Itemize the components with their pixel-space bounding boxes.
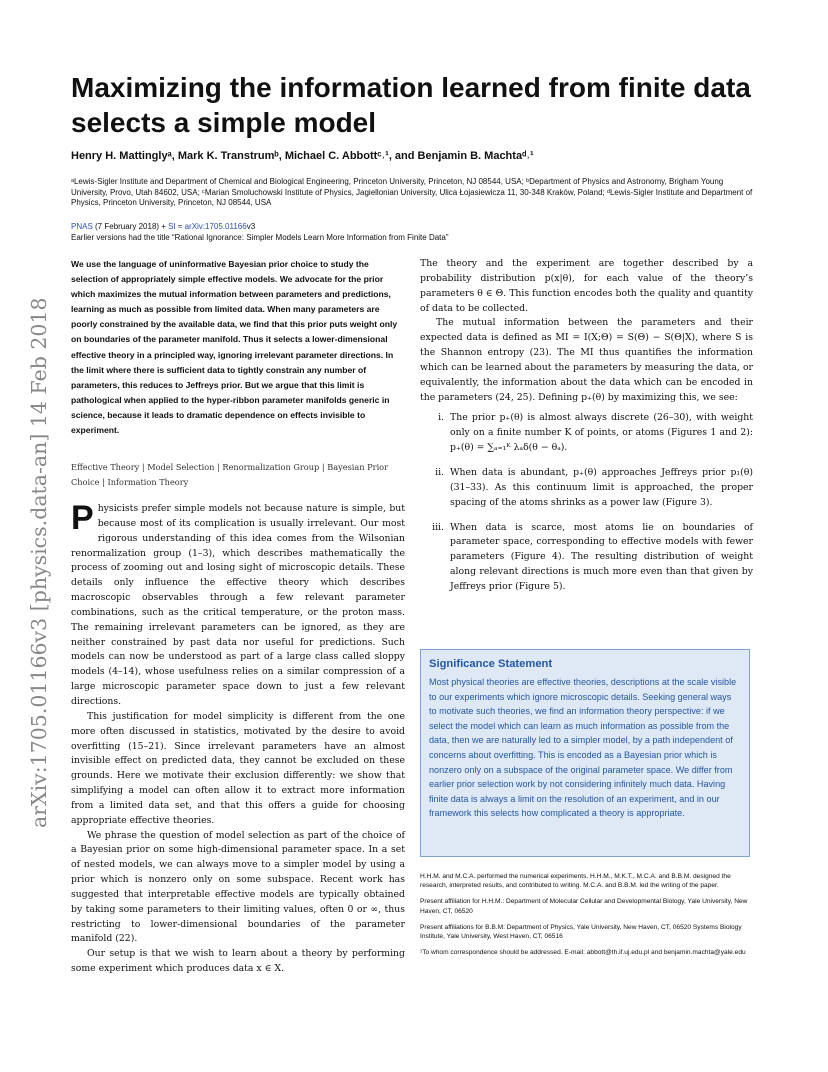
paragraph-justification: This justification for model simplicity is different from the one more often discussed in statistics, motivated by the desire to avoid overfitting (15–21). Since irrelevant parameters have an almost invisible effect on predicted data, they cannot be excluded on these grounds. Here we motivate their exclusion differently: we show that simplifying a model can often allow it to extract more information from a limited data set, and that this offers a guide for choosing appropriate effective theories. [71,710,405,826]
keywords: Effective Theory | Model Selection | Renormalization Group | Bayesian Prior Choice | Information Theory [71,462,389,487]
left-column-body [71,499,405,977]
paragraph-model-selection: We phrase the question of model selection as part of the choice of a Bayesian prior on some high-dimensional parameter space. In a set of nested models, we can always move to a simpler model by using a prior which is nonzero only on some subspace. Recent work has suggested that interpretable effective models are typically obtained by taking some parameters to their limiting values, often 0 or ∞, thus restricting to lower-dimensional boundaries of the parameter manifold (22). [71,829,405,945]
intro-text: hysicists prefer simple models not because nature is simple, but because most of its complication is usually irrelevant. Our most rigorous understanding of this idea comes from the Wilsonian renormalization group (1–3), which describes mathematically the process of zooming out and losing sight of microscopic details. These details only influence the effective theory which describes macroscopic observables through a few relevant parameter combinations, such as the critical temperature, or the proton mass. The remaining irrelevant parameters can be ignored, as they are neither constrained by past data nor useful for predictions. Such models can now be understood as part of a large class called sloppy models (4–14), whose usefulness relies on a similar compression of a large microscopic parameter space down to just a few relevant directions. [71,503,405,707]
list-item [420,521,753,595]
abstract: We use the language of uninformative Bayesian prior choice to study the selection of appropriately simple effective models. We advocate for the prior which maximizes the mutual information between parameters and predictions, learning as much as possible from limited data. When many parameters are poorly constrained by the available data, we find that this prior puts weight only on boundaries of the parameter manifold. Thus it selects a lower-dimensional effective theory in a principled way, ignoring irrelevant parameter directions. In the limit where there is sufficient data to tightly constrain any number of parameters, this reduces to Jeffreys prior. But we argue that this limit is pathological when applied to the hyper-ribbon parameter manifolds generic in science, because it leads to dramatic dependence on effects invisible to experiment. [71,259,398,436]
si-link[interactable]: SI [168,222,176,231]
intro-paragraph [71,499,405,710]
journal-link[interactable]: PNAS [71,222,93,231]
list-item-number: i. [438,412,444,424]
list-item-text: When data is scarce, most atoms lie on boundaries of parameter space, corresponding to effective models with fewer parameters (Figure 4). The resulting distribution of weight along relevant directions is much more even than that given by Jeffreys prior (Figure 5). [450,521,753,592]
correspondence-note: ¹To whom correspondence should be addressed. E-mail: abbott@th.if.uj.edu.pl and benjamin.machta@yale.edu [420,949,746,957]
paragraph-mutual-information: The mutual information between the parameters and their expected data is defined as MI = I(X;Θ) = S(Θ) − S(Θ|X), where S is the Shannon entropy (23). The MI thus quantifies the information which can be learned about the parameters by measuring the data, or equivalently, the information about the data which can be encoded in the parameters (24, 25). Defining p₊(θ) by maximizing this, we see: [420,317,753,403]
list-item [420,466,753,511]
arxiv-sidebar-svg [18,250,54,830]
earlier-title-note: Earlier versions had the title “Rational Ignorance: Simpler Models Learn More Information from Finite Data” [71,233,449,242]
paper-title: Maximizing the information learned from finite data selects a simple model [71,72,751,138]
paragraph-theory-experiment: The theory and the experiment are together described by a probability distribution p(x|θ), for each value of the theory’s parameters θ ∈ Θ. This function encodes both the quality and quantity of data to be collected. [420,258,753,314]
arxiv-sidebar-stamp [18,250,54,830]
footnotes [420,872,755,964]
arxiv-id-text: arXiv:1705.01166v3 [physics.data-an] 14 Feb 2018 [27,297,51,828]
present-affiliation-bbm: Present affiliations for B.B.M: Department of Physics, Yale University, New Haven, CT, 06520 Systems Biology Institute, Yale University, West Haven, CT, 06516 [420,923,742,941]
right-column-body [420,257,753,605]
author-contributions: H.H.M. and M.C.A. performed the numerical experiments. H.H.M., M.K.T., M.C.A. and B.B.M. designed the research, interpreted results, and contributed to writing. M.C.A. and B.B.M. led the writing of the paper. [420,873,731,890]
publication-date: (7 February 2018) + [92,222,169,231]
significance-box [420,649,750,857]
list-item-text: The prior p₊(θ) is almost always discrete (26–30), with weight only on a finite number K of points, or atoms (Figures 1 and 2): p₊(θ) = ∑ₐ₌₁ᴷ λₐδ(θ − θₐ). [450,412,753,454]
significance-title: Significance Statement [429,658,553,670]
author-list: Henry H. Mattinglyᵃ, Mark K. Transtrumᵇ, Michael C. Abbottᶜ˒¹, and Benjamin B. Machtaᵈ˒¹ [71,150,534,162]
publication-meta [71,221,761,243]
present-affiliation-hhm: Present affiliation for H.H.M.: Department of Molecular Cellular and Developmental Biology, Yale University, New Haven, CT, 06520 [420,898,748,915]
affiliations: ᵃLewis-Sigler Institute and Department of Chemical and Biological Engineering, Princeton University, Princeton, NJ 08544, USA; ᵇDepartment of Physics and Astronomy, Brigham Young University, Provo, Utah 84602, USA; ᶜMarian Smoluchowski Institute of Physics, Jagiellonian University, Ulica Łojasiewicza 11, 30-348 Kraków, Poland; ᵈLewis-Sigler Institute and Department of Physics, Princeton University, Princeton, NJ 08544, USA [71,177,753,207]
list-item [420,411,753,456]
significance-text: Most physical theories are effective theories, descriptions at the scale visible to our experiments which ignore microscopic details. Seeking general ways to motivate such theories, we find an information theory perspective: if we select the model which can learn as much information as possible from the data, then we are naturally led to a simpler model, by a path independent of concerns about overfitting. This is encoded as a Bayesian prior which is nonzero only on a subspace of the original parameter space. We differ from earlier prior selection work by not considering infinitely much data. Having finite data is always a limit on the resolution of an experiment, and in our framework this selects how complicated a theory is appropriate. [429,677,737,819]
approx-symbol: ≈ [175,222,185,231]
paragraph-setup: Our setup is that we wish to learn about a theory by performing some experiment which produces data x ∈ X. [71,948,405,975]
list-item-number: ii. [435,466,444,478]
arxiv-link[interactable]: arXiv:1705.01166 [184,222,247,231]
list-item-number: iii. [432,521,444,533]
publication-line [71,221,761,232]
dropcap: P [71,499,94,537]
arxiv-version: v3 [246,222,256,231]
list-item-text: When data is abundant, p₊(θ) approaches Jeffreys prior p₁(θ) (31–33). As this continuum limit is approached, the proper spacing of the atoms shrinks as a power law (Figure 3). [450,466,753,508]
results-list [420,411,753,594]
